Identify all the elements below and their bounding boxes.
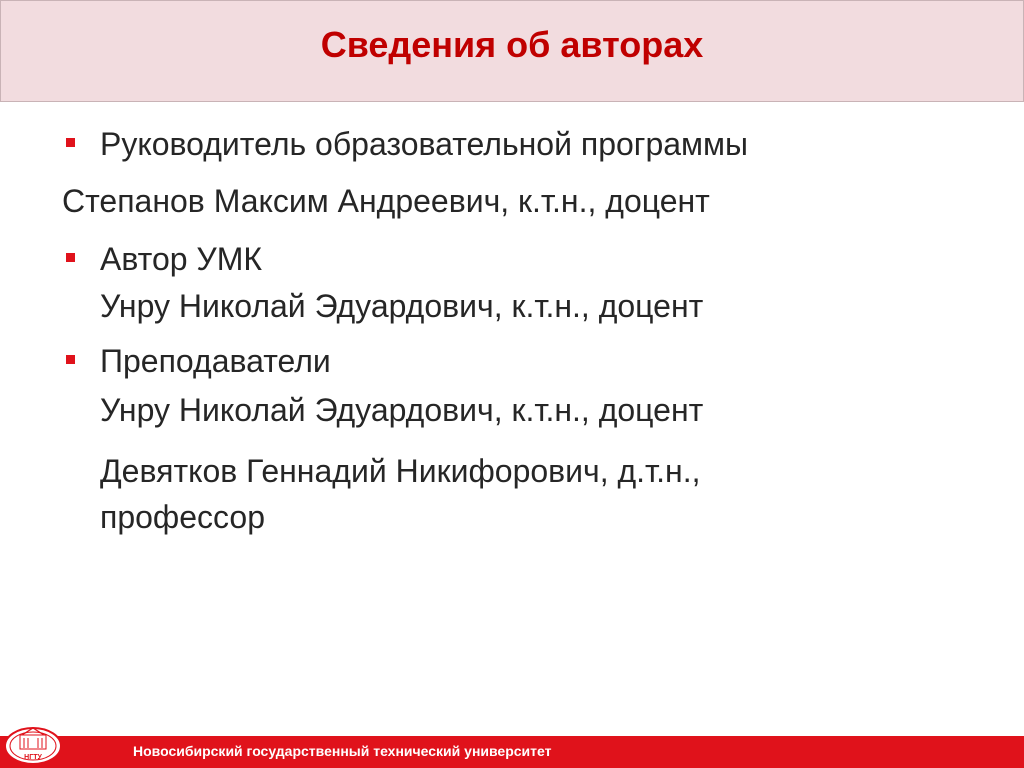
square-bullet-icon	[66, 138, 75, 147]
text-line-stepanov: Степанов Максим Андреевич, к.т.н., доцент	[62, 183, 710, 219]
footer-bar	[0, 736, 1024, 768]
text-line-devyatkov: Девятков Геннадий Никифорович, д.т.н.,	[100, 453, 701, 489]
bullet-item-teachers: Преподаватели	[100, 343, 331, 379]
square-bullet-icon	[66, 355, 75, 364]
page-title: Сведения об авторах	[320, 24, 704, 65]
text-line-devyatkov-cont: профессор	[100, 499, 265, 535]
emblem-text: НГТУ	[24, 754, 42, 761]
text-line-unru-1: Унру Николай Эдуардович, к.т.н., доцент	[100, 288, 704, 324]
university-emblem-icon	[3, 721, 63, 765]
text-line-unru-2: Унру Николай Эдуардович, к.т.н., доцент	[100, 392, 704, 428]
square-bullet-icon	[66, 253, 75, 262]
bullet-item-umk-author: Автор УМК	[100, 241, 263, 277]
footer-university-name: Новосибирский государственный технический университет	[133, 743, 552, 759]
bullet-item-program-head: Руководитель образовательной программы	[100, 126, 749, 162]
title-bar	[0, 0, 1024, 102]
